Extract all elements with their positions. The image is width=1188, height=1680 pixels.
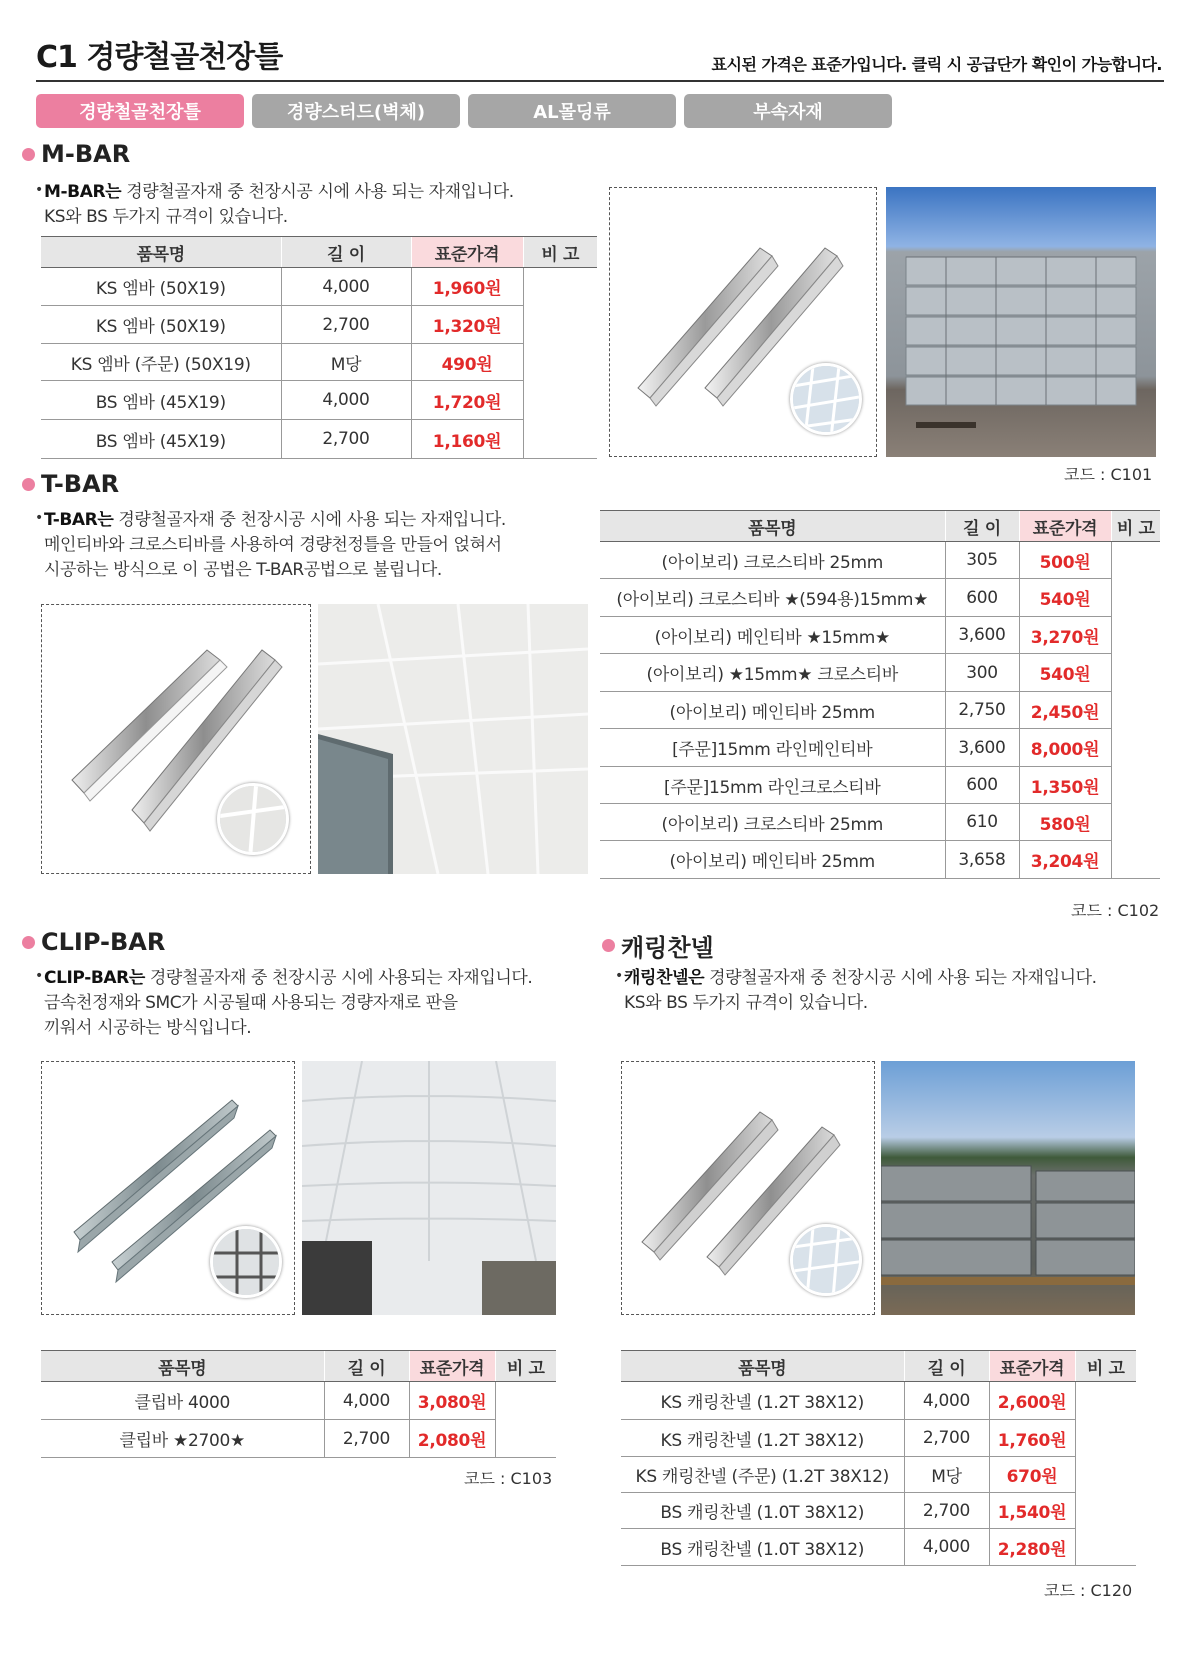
mbar-price-table: 품목명 길 이 표준가격 비 고 KS 엠바 (50X19) 4,000 1,960원 KS 엠바 (50X19) 2,700 1,320원 KS 엠바 (주문) (50X19) M당 490원 BS 엠바 (45X19) 4,000 1,720원 BS 엠바 (45X19) 2,700 1,160원 <box>41 236 597 459</box>
clipbar-ceiling-photo <box>302 1061 556 1315</box>
tab-light-steel-ceiling[interactable]: 경량철골천장틀 <box>36 94 244 128</box>
tab-light-stud[interactable]: 경량스터드(벽체) <box>252 94 460 128</box>
table-row[interactable]: KS 캐링찬넬 (1.2T 38X12) 4,000 2,600원 <box>621 1382 1136 1420</box>
table-row[interactable]: (아이보리) ★15mm★ 크로스티바 300 540원 <box>600 654 1160 692</box>
tbar-ceiling-photo <box>318 604 588 874</box>
bullet-dot-icon <box>22 148 35 161</box>
channel-code: 코드 : C120 <box>1044 1581 1133 1600</box>
channel-product-image <box>621 1061 875 1315</box>
tbar-code: 코드 : C102 <box>1071 901 1160 920</box>
table-row[interactable]: BS 캐링찬넬 (1.0T 38X12) 4,000 2,280원 <box>621 1529 1136 1566</box>
mbar-code: 코드 : C101 <box>1064 465 1153 484</box>
bullet-dot-icon <box>602 939 615 952</box>
table-row[interactable]: (아이보리) 메인티바 ★15mm★ 3,600 3,270원 <box>600 617 1160 654</box>
table-row[interactable]: KS 캐링찬넬 (1.2T 38X12) 2,700 1,760원 <box>621 1420 1136 1457</box>
table-row[interactable]: BS 엠바 (45X19) 2,700 1,160원 <box>41 420 597 459</box>
clipbar-detail-thumbnail <box>210 1226 282 1298</box>
table-row[interactable]: (아이보리) 메인티바 25mm 3,658 3,204원 <box>600 841 1160 879</box>
bullet-dot-icon <box>22 478 35 491</box>
mbar-description: • M-BAR는 경량철골자재 중 천장시공 시에 사용 되는 자재입니다. KS와 BS 두가지 규격이 있습니다. <box>35 182 514 227</box>
stacked-channel-icon <box>881 1061 1135 1315</box>
clipbar-product-image <box>41 1061 295 1315</box>
table-row[interactable]: 클립바 4000 4,000 3,080원 <box>41 1382 556 1420</box>
table-row[interactable]: (아이보리) 크로스티바 ★(594용)15mm★ 600 540원 <box>600 579 1160 617</box>
channel-yard-photo <box>881 1061 1135 1315</box>
price-notice: 표시된 가격은 표준가입니다. 클릭 시 공급단가 확인이 가능합니다. <box>711 55 1162 74</box>
section-title-channel: 캐링찬넬 <box>602 928 714 963</box>
table-row[interactable]: BS 캐링찬넬 (1.0T 38X12) 2,700 1,540원 <box>621 1493 1136 1529</box>
tab-accessories[interactable]: 부속자재 <box>684 94 892 128</box>
tbar-detail-thumbnail <box>217 783 289 855</box>
table-row[interactable]: BS 엠바 (45X19) 4,000 1,720원 <box>41 381 597 420</box>
header-divider <box>36 80 1164 82</box>
tbar-price-table: 품목명 길 이 표준가격 비 고 (아이보리) 크로스티바 25mm 305 500원 (아이보리) 크로스티바 ★(594용)15mm★ 600 540원 (아이보리) 메인티바 ★15mm★ 3,600 3,270원 (아이보리) ★15mm★ 크로스티바 300 540원 (아이보리) 메인티바 25mm 2,750 2,450원 [주문]15mm 라인메인티바 3,600 8,000원 [주문]15mm 라인크로스티바 600 1,350원 (아이보리) 크로스티바 25mm 610 580원 (아이보리) 메인티바 25mm 3,658 3,204원 <box>600 510 1160 879</box>
table-row[interactable]: [주문]15mm 라인크로스티바 600 1,350원 <box>600 767 1160 804</box>
channel-detail-thumbnail <box>790 1224 862 1296</box>
channel-price-table: 품목명 길 이 표준가격 비 고 KS 캐링찬넬 (1.2T 38X12) 4,000 2,600원 KS 캐링찬넬 (1.2T 38X12) 2,700 1,760원 KS 캐링찬넬 (주문) (1.2T 38X12) M당 670원 BS 캐링찬넬 (1.0T 38X12) 2,700 1,540원 BS 캐링찬넬 (1.0T 38X12) 4,000 2,280원 <box>621 1350 1136 1566</box>
tbar-description: • T-BAR는 경량철골자재 중 천장시공 시에 사용 되는 자재입니다. 메인티바와 크로스티바를 사용하여 경량천정틀을 만들어 얹혀서 시공하는 방식으로 이 공법은 T-BAR공법으로 불립니다. <box>35 510 506 580</box>
category-tabs <box>36 94 892 128</box>
section-title-tbar: T-BAR <box>22 470 119 498</box>
page-title: C1 경량철골천장틀 <box>36 40 283 75</box>
section-title-mbar: M-BAR <box>22 140 130 168</box>
table-row[interactable]: [주문]15mm 라인메인티바 3,600 8,000원 <box>600 729 1160 767</box>
panel-ceiling-icon <box>302 1061 556 1315</box>
clipbar-description: • CLIP-BAR는 경량철골자재 중 천장시공 시에 사용되는 자재입니다. 금속천정재와 SMC가 시공될때 사용되는 경량자재로 판을 끼워서 시공하는 방식입니다. <box>35 968 533 1038</box>
table-row[interactable]: KS 엠바 (50X19) 2,700 1,320원 <box>41 306 597 344</box>
mbar-warehouse-photo <box>886 187 1156 457</box>
table-row[interactable]: KS 엠바 (50X19) 4,000 1,960원 <box>41 268 597 306</box>
clipbar-code: 코드 : C103 <box>464 1469 553 1488</box>
ceiling-detail-thumbnail <box>790 363 862 435</box>
table-row[interactable]: (아이보리) 메인티바 25mm 2,750 2,450원 <box>600 692 1160 729</box>
table-row[interactable]: 클립바 ★2700★ 2,700 2,080원 <box>41 1420 556 1458</box>
table-row[interactable]: (아이보리) 크로스티바 25mm 610 580원 <box>600 804 1160 841</box>
section-title-clipbar: CLIP-BAR <box>22 928 165 956</box>
bullet-dot-icon <box>22 936 35 949</box>
channel-description: • 캐링찬넬은 경량철골자재 중 천장시공 시에 사용 되는 자재입니다. KS와 BS 두가지 규격이 있습니다. <box>615 968 1097 1013</box>
table-row[interactable]: (아이보리) 크로스티바 25mm 305 500원 <box>600 542 1160 579</box>
table-row[interactable]: KS 캐링찬넬 (주문) (1.2T 38X12) M당 670원 <box>621 1457 1136 1493</box>
tab-al-molding[interactable]: AL몰딩류 <box>468 94 676 128</box>
grid-ceiling-icon <box>318 604 588 874</box>
tbar-product-image <box>41 604 311 874</box>
mbar-product-image <box>609 187 877 457</box>
clipbar-price-table: 품목명 길 이 표준가격 비 고 클립바 4000 4,000 3,080원 클립바 ★2700★ 2,700 2,080원 <box>41 1350 556 1458</box>
table-row[interactable]: KS 엠바 (주문) (50X19) M당 490원 <box>41 344 597 381</box>
stacked-steel-icon <box>886 187 1156 457</box>
